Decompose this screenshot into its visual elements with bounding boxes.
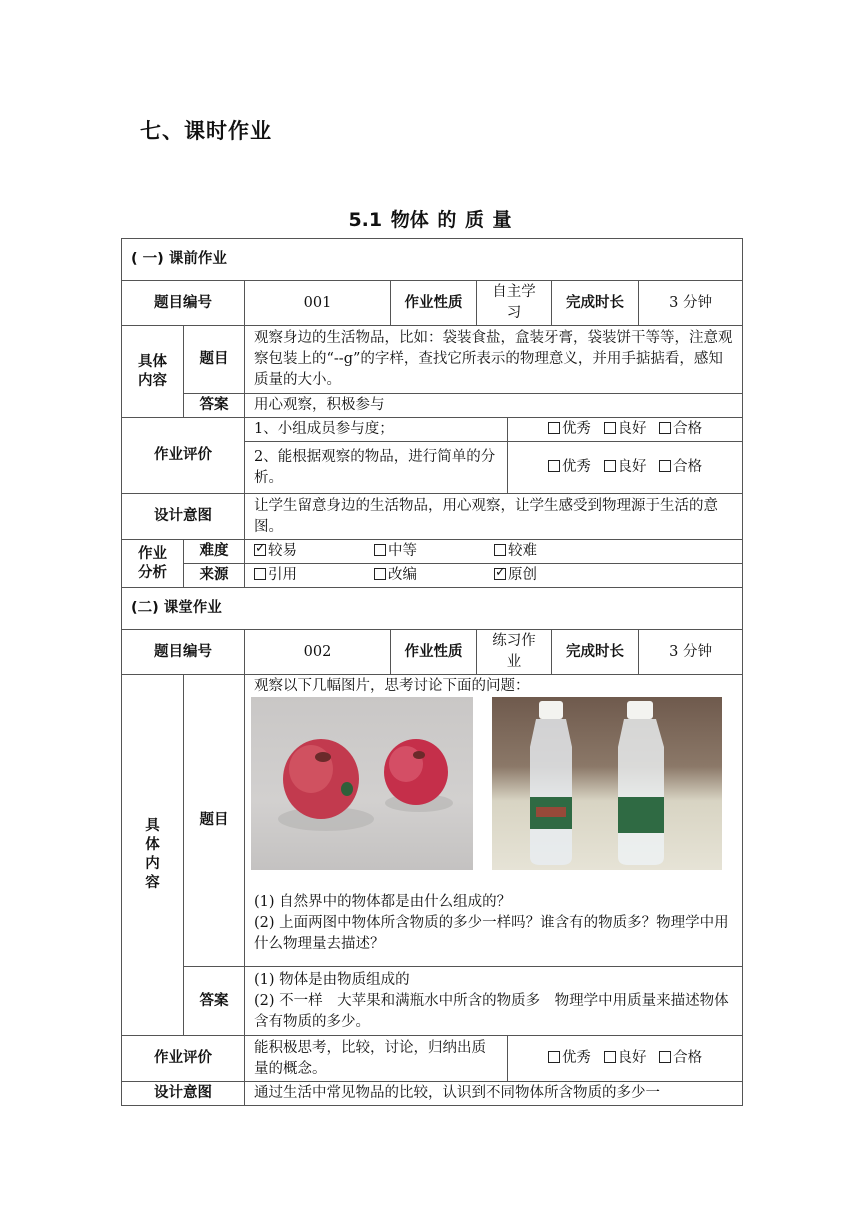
source-options: 引用 改编✓ 原创 (245, 564, 743, 588)
checkbox-icon[interactable] (604, 460, 616, 472)
intent-text: 通过生活中常见物品的比较，认识到不同物体所含物质的多少一 (245, 1082, 743, 1106)
intent-text: 让学生留意身边的生活物品，用心观察，让学生感受到物理源于生活的意图。 (245, 494, 743, 540)
checked-box-icon[interactable] (494, 568, 506, 580)
duration-label: 完成时长 (552, 281, 639, 326)
document-title: 5.1 物体 的 质 量 (348, 209, 512, 231)
content-label: 具体内容 (122, 675, 184, 1036)
evaluation-label: 作业评价 (122, 1036, 245, 1082)
grade-options-3: 优秀 良好 合格 (508, 1036, 743, 1082)
checkbox-icon[interactable] (659, 422, 671, 434)
nature-label: 作业性质 (391, 281, 477, 326)
checkbox-icon[interactable] (604, 422, 616, 434)
intent-label: 设计意图 (122, 494, 245, 540)
grade-options-2: 优秀 良好 合格 (508, 442, 743, 494)
homework-table (121, 238, 743, 1106)
checked-box-icon[interactable] (254, 544, 266, 556)
questions (254, 892, 733, 955)
checkbox-icon[interactable] (374, 568, 386, 580)
question-label: 题目 (184, 675, 245, 967)
answer-1: (1) 物体是由物质组成的 (254, 971, 410, 988)
checkbox-icon[interactable] (548, 422, 560, 434)
eval-item-2: 2、能根据观察的物品，进行简单的分析。 (245, 442, 508, 494)
section2-title: (二) 课堂作业 (122, 588, 743, 630)
checkbox-icon[interactable] (494, 544, 506, 556)
photo-row (254, 697, 733, 892)
question-label: 题目 (184, 326, 245, 394)
eval-text: 能积极思考，比较，讨论，归纳出质量的概念。 (245, 1036, 508, 1082)
item-no-label: 题目编号 (122, 281, 245, 326)
eval-item-1: 1、小组成员参与度； (245, 418, 508, 442)
question-1: (1) 自然界中的物体都是由什么组成的？ (254, 894, 512, 910)
grade-options-1: 优秀 良好 合格 (508, 418, 743, 442)
nature-label: 作业性质 (391, 630, 477, 675)
content-label: 具体内容 (122, 326, 184, 418)
section1-title: ( 一) 课前作业 (122, 239, 743, 281)
source-label: 来源 (184, 564, 245, 588)
apples-photo (251, 697, 473, 870)
water-bottles-photo (492, 697, 722, 870)
checkbox-icon[interactable] (659, 1051, 671, 1063)
nature-value: 自主学习 (477, 281, 552, 326)
question-intro: 观察以下几幅图片，思考讨论下面的问题： (254, 678, 530, 694)
duration-value: 3 分钟 (639, 281, 743, 326)
checkbox-icon[interactable] (374, 544, 386, 556)
question-text: 观察身边的生活物品，比如：袋装食盐，盒装牙膏，袋装饼干等等，注意观察包装上的“--g”的字样，查找它所表示的物理意义，并用手掂掂看，感知质量的大小。 (245, 326, 743, 394)
answer-label: 答案 (184, 967, 245, 1036)
answer-cell (245, 967, 743, 1036)
question-cell (245, 675, 743, 967)
checkbox-icon[interactable] (548, 460, 560, 472)
difficulty-label: 难度 (184, 540, 245, 564)
difficulty-options: ✓ 较易 中等 较难 (245, 540, 743, 564)
duration-value: 3 分钟 (639, 630, 743, 675)
checkbox-icon[interactable] (604, 1051, 616, 1063)
item-no-label: 题目编号 (122, 630, 245, 675)
section-heading: 七、课时作业 (140, 119, 272, 143)
nature-value: 练习作业 (477, 630, 552, 675)
analysis-label: 作业分析 (122, 540, 184, 588)
checkbox-icon[interactable] (659, 460, 671, 472)
duration-label: 完成时长 (552, 630, 639, 675)
item-no-value: 002 (245, 630, 391, 675)
answer-2: (2) 不一样 大苹果和满瓶水中所含的物质多 物理学中用质量来描述物体含有物质的多少。 (254, 992, 729, 1030)
evaluation-label: 作业评价 (122, 418, 245, 494)
question-2: (2) 上面两图中物体所含物质的多少一样吗？谁含有的物质多？物理学中用什么物理量去描述？ (254, 915, 729, 952)
checkbox-icon[interactable] (548, 1051, 560, 1063)
item-no-value: 001 (245, 281, 391, 326)
intent-label: 设计意图 (122, 1082, 245, 1106)
answer-label: 答案 (184, 394, 245, 418)
checkbox-icon[interactable] (254, 568, 266, 580)
answer-text: 用心观察，积极参与 (245, 394, 743, 418)
